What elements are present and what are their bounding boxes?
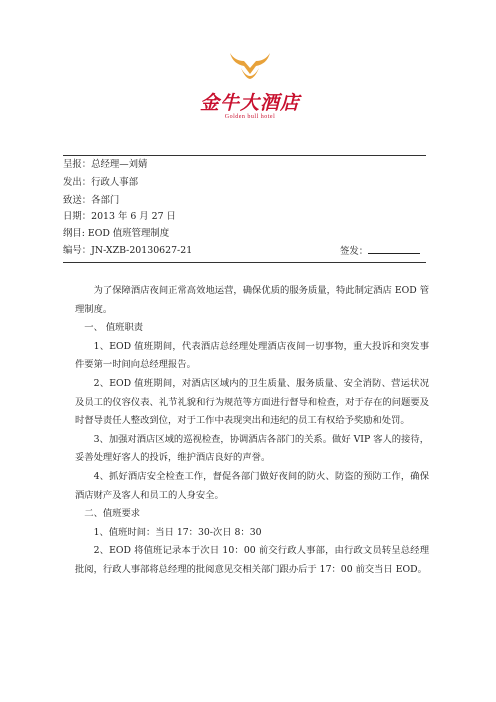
section-1-item-1: 1、EOD 值班期间，代表酒店总经理处理酒店夜间一切事物，重大投诉和突发事件要第一时间向总经理报告。 xyxy=(75,340,429,371)
header-number: 编号：JN-XZB-20130627-21 xyxy=(63,245,193,256)
sign-label: 签发： xyxy=(340,246,369,257)
intro-paragraph: 为了保障酒店夜间正常高效地运营，确保优质的服务质量，特此制定酒店 EOD 管理制度。 xyxy=(75,285,429,315)
document-body xyxy=(75,282,429,580)
section-1-title: 一、 值班职责 xyxy=(84,322,144,334)
hotel-logo xyxy=(175,50,325,150)
section-1-item-2: 2、EOD 值班期间，对酒店区域内的卫生质量、服务质量、安全消防、营运状况及员工的仪容仪表、礼节礼貌和行为规范等方面进行督导和检查，对于存在的问题要及时督导责任人整改到位，对于工作中表现突出和违纪的员工有权给予奖励和处罚。 xyxy=(75,377,429,427)
section-2-item-2: 2、EOD 将值班记录本于次日 10：00 前交行政人事部，由行政文员转呈总经理批阅，行政人事部将总经理的批阅意见交相关部门跟办后于 17：00 前交当日 EOD。 xyxy=(75,545,429,575)
bull-horns-icon xyxy=(227,50,273,86)
section-2-item-1: 1、值班时间：当日 17：30-次日 8：30 xyxy=(93,526,262,538)
header-from: 发出：行政人事部 xyxy=(63,177,139,188)
section-1-item-4: 4、抓好酒店安全检查工作，督促各部门做好夜间的防火、防盗的预防工作，确保酒店财产及客人和员工的人身安全。 xyxy=(75,470,429,501)
header-cc: 致送：各部门 xyxy=(63,195,120,206)
logo-name-en: Golden bull hotel xyxy=(224,114,276,120)
header-to: 呈报：总经理—刘婧 xyxy=(63,159,148,170)
logo-name-cn: 金牛大酒店 xyxy=(199,92,300,114)
section-1-item-3: 3、加强对酒店区域的巡视检查，协调酒店各部门的关系。做好 VIP 客人的接待，妥善处理好客人的投诉，维护酒店良好的声誉。 xyxy=(75,433,429,464)
sign-field xyxy=(340,242,420,261)
header-subject: 纲目: EOD 值班管理制度 xyxy=(63,228,170,239)
header-bottom-rule xyxy=(63,262,426,263)
section-2-title: 二、值班要求 xyxy=(84,508,141,520)
header-date: 日期：2013 年 6 月 27 日 xyxy=(63,211,176,222)
sign-line xyxy=(368,242,420,254)
